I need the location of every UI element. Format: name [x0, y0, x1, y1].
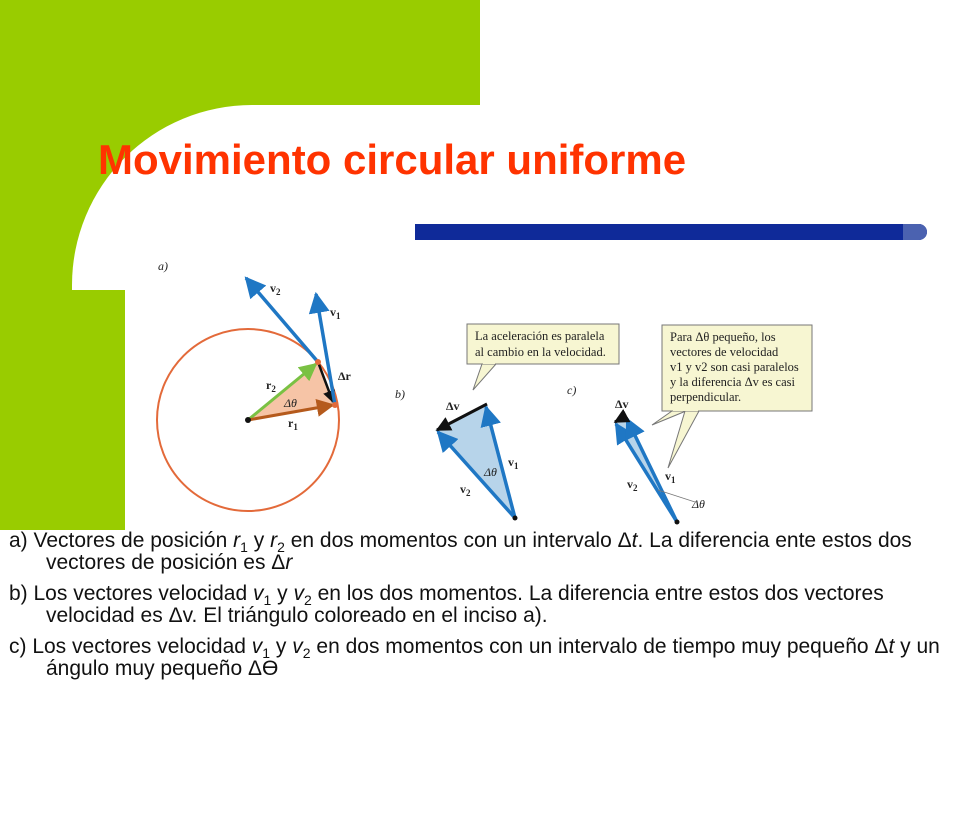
svg-text:r1: $r_1$ [288, 416, 298, 432]
bubble-c-line-4: y la diferencia Δv es casi [670, 375, 795, 389]
title-underline-cap [903, 224, 927, 240]
v2-vector-a [246, 278, 318, 362]
circular-motion-figure [130, 250, 930, 535]
svg-text:v1: $v_1$ [508, 455, 519, 471]
label-dv-c: Δv [615, 397, 629, 411]
bubble-c-line-3: v1 y v2 son casi paralelos [670, 360, 799, 374]
label-v2-b: v [460, 482, 466, 496]
svg-text:v1: $v_1$ [330, 305, 341, 321]
point-1 [332, 402, 338, 408]
label-v1-b: v [508, 455, 514, 469]
label-v2-a: v [270, 281, 276, 295]
label-v1-a: v [330, 305, 336, 319]
caption-a: a) Vectores de posición $r_1$ y $r_2$ en dos momentos con un intervalo Δt. La diferencia ente estos dos vectores de posición es Δr [9, 529, 912, 574]
label-r1: r [288, 416, 294, 430]
label-dr: Δr [338, 369, 351, 383]
svg-text:r2: $r_2$ [266, 378, 276, 394]
svg-text:v2: $v_2$ [627, 477, 638, 493]
velocity-triangle-b [435, 404, 515, 518]
point-2 [315, 359, 321, 365]
label-dv-b: Δv [446, 399, 460, 413]
label-dtheta-c: Δθ [692, 497, 705, 511]
figure-caption [9, 530, 949, 680]
bubble-c-line-1: Para Δθ pequeño, los [670, 330, 776, 344]
circle-center [245, 417, 251, 423]
panel-a-label: a) [158, 259, 168, 273]
panel-b-label: b) [395, 387, 405, 401]
caption-c: c) Los vectores velocidad $v_1$ y $v_2$ en dos momentos con un intervalo de tiempo muy pequeño Δt y un ángulo muy pequeño ΔӨ [9, 635, 940, 680]
label-r2: r [266, 378, 272, 392]
title-underline-bar [415, 224, 927, 240]
bubble-b-line-1: La aceleración es paralela [475, 329, 605, 343]
label-v1-c: v [665, 469, 671, 483]
svg-text:v2: $v_2$ [460, 482, 471, 498]
svg-text:v1: $v_1$ [665, 469, 676, 485]
bubble-c-line-2: vectores de velocidad [670, 345, 779, 359]
slide-title: Movimiento circular uniforme [98, 136, 687, 183]
bubble-b-line-2: al cambio en la velocidad. [475, 345, 606, 359]
bubble-c-line-5: perpendicular. [670, 390, 742, 404]
panel-c-label: c) [567, 383, 577, 397]
label-dtheta-b: Δθ [484, 465, 497, 479]
svg-text:v2: $v_2$ [270, 281, 281, 297]
caption-b: b) Los vectores velocidad $v_1$ y $v_2$ en los dos momentos. La diferencia entre estos dos vectores velocidad es Δv. El triángulo coloreado en el inciso a). [9, 582, 884, 627]
green-left-strip [0, 290, 125, 530]
label-v2-c: v [627, 477, 633, 491]
label-dtheta-a: Δθ [284, 396, 297, 410]
